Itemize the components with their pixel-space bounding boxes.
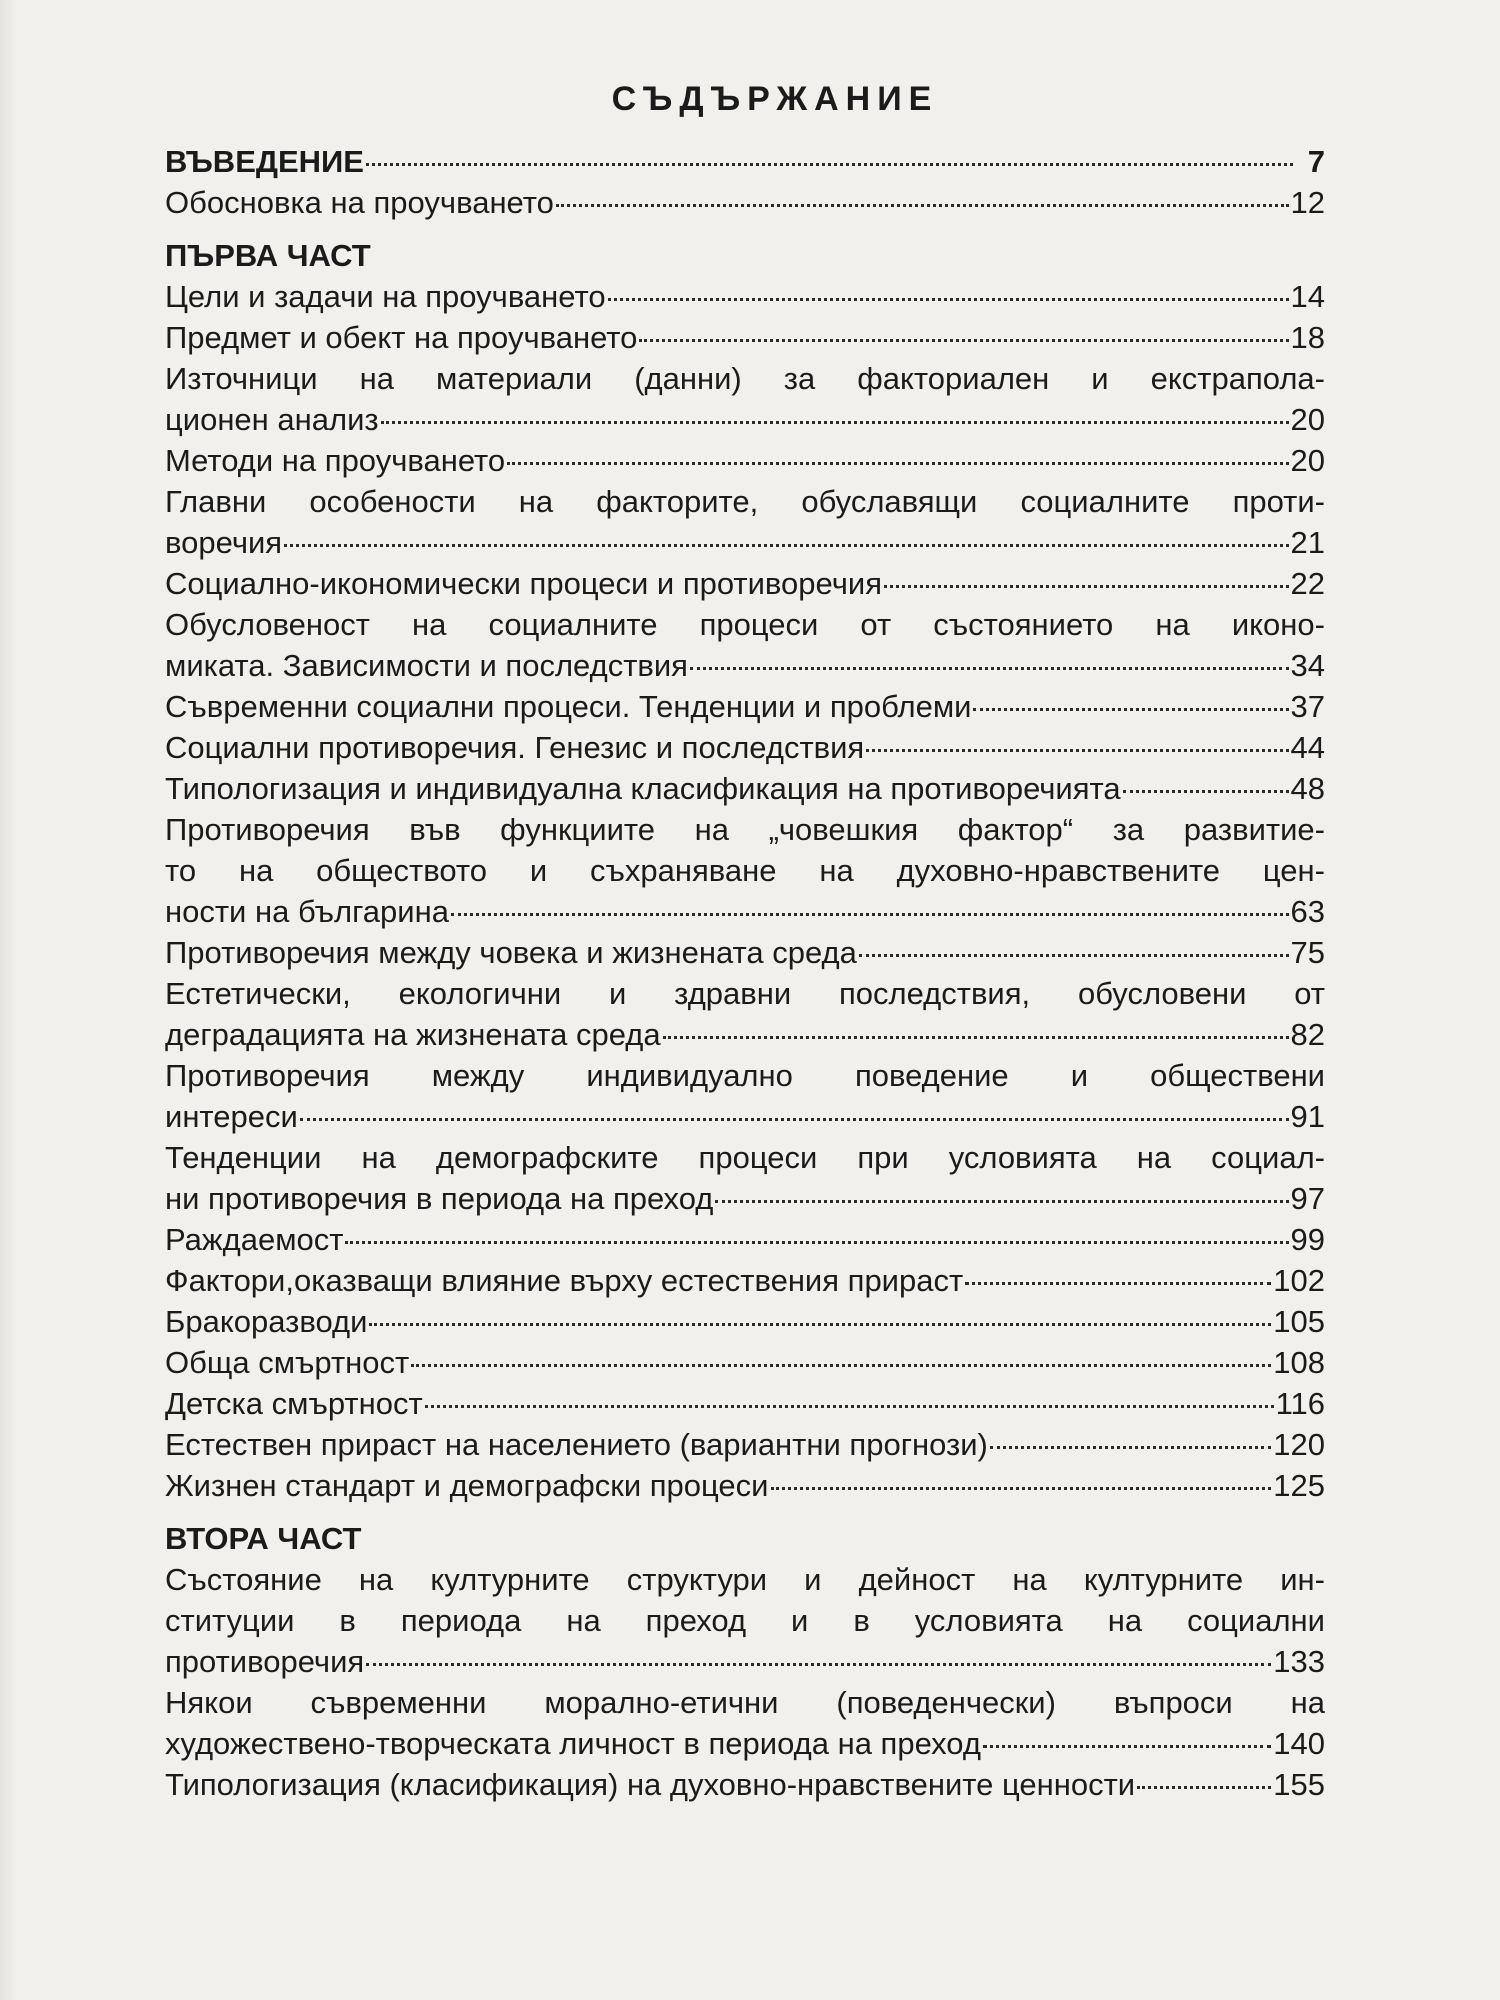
toc-entry-line: Главни особености на факторите, обуславящи социалните проти- xyxy=(165,484,1325,519)
toc-entry-title: ВЪВЕДЕНИЕ xyxy=(165,144,364,179)
page-number: 99 xyxy=(1290,1222,1325,1257)
toc-entry-title: Предмет и обект на проучването xyxy=(165,320,638,355)
dot-leader xyxy=(884,585,1289,588)
show-through-text xyxy=(1355,80,1495,1480)
toc-entry xyxy=(165,686,1325,727)
toc-entry-row xyxy=(165,891,1325,932)
dot-leader xyxy=(451,913,1289,916)
section-heading-entry xyxy=(165,141,1325,182)
page-number: 12 xyxy=(1290,185,1325,220)
page-number: 125 xyxy=(1273,1468,1325,1503)
toc-entry-line: то на обществото и съхраняване на духовно-нравствените цен- xyxy=(165,853,1325,888)
toc-entry-title: Противоречия между човека и жизнената среда xyxy=(165,935,857,970)
dot-leader xyxy=(366,1663,1271,1666)
toc-entry-title: Типологизация и индивидуална класификация на противоречията xyxy=(165,771,1121,806)
toc-entry-row xyxy=(165,399,1325,440)
page-number: 105 xyxy=(1273,1304,1325,1339)
dot-leader xyxy=(690,667,1289,670)
toc-entry-title: Фактори,оказващи влияние върху естествения прираст xyxy=(165,1263,964,1298)
toc-entry-title: деградацията на жизнената среда xyxy=(165,1017,661,1052)
page-number: 140 xyxy=(1273,1726,1325,1761)
toc-entry xyxy=(165,440,1325,481)
page-number: 7 xyxy=(1307,144,1325,179)
toc-entry-title: Жизнен стандарт и демографски процеси xyxy=(165,1468,769,1503)
toc-entry-title: Обосновка на проучването xyxy=(165,185,554,220)
toc-entry-title: Типологизация (класификация) на духовно-нравствените ценности xyxy=(165,1767,1136,1802)
dot-leader xyxy=(507,462,1288,465)
contents-page xyxy=(165,80,1325,1940)
toc-entry-title: Детска смъртност xyxy=(165,1386,423,1421)
dot-leader xyxy=(771,1487,1272,1490)
page-number: 34 xyxy=(1290,648,1325,683)
toc-entry xyxy=(165,182,1325,223)
toc-entry xyxy=(165,1260,1325,1301)
toc-entry xyxy=(165,1424,1325,1465)
page-number: 97 xyxy=(1290,1181,1325,1216)
dot-leader xyxy=(381,421,1289,424)
page-number: 120 xyxy=(1273,1427,1325,1462)
toc-entry-title: Раждаемост xyxy=(165,1222,344,1257)
toc-entry xyxy=(165,1055,1325,1137)
toc-entry-row xyxy=(165,1096,1325,1137)
toc-entry xyxy=(165,1137,1325,1219)
dot-leader xyxy=(1123,790,1289,793)
dot-leader xyxy=(284,544,1288,547)
page-title: СЪДЪРЖАНИЕ xyxy=(611,80,939,118)
toc-entry-line: Естетически, екологични и здравни последствия, обусловени от xyxy=(165,976,1325,1011)
toc-entry-row xyxy=(165,522,1325,563)
toc-entry-row xyxy=(165,141,1325,182)
toc-entry xyxy=(165,276,1325,317)
dot-leader xyxy=(608,298,1289,301)
toc-entry-row xyxy=(165,440,1325,481)
toc-entry-title: Естествен прираст на населението (вариантни прогнози) xyxy=(165,1427,988,1462)
dot-leader xyxy=(663,1036,1289,1039)
dot-leader xyxy=(990,1446,1271,1449)
toc-entry-line: Тенденции на демографските процеси при условията на социал- xyxy=(165,1140,1325,1175)
page-number: 20 xyxy=(1290,443,1325,478)
page-number: 102 xyxy=(1273,1263,1325,1298)
toc-entry xyxy=(165,317,1325,358)
toc-entry-line: Някои съвременни морално-етични (поведенчески) въпроси на xyxy=(165,1685,1325,1720)
toc-entry-line: Състояние на културните структури и дейност на културните ин- xyxy=(165,1562,1325,1597)
toc-entry-row xyxy=(165,1301,1325,1342)
dot-leader xyxy=(1137,1786,1271,1789)
toc-entry-line: Противоречия между индивидуално поведение и обществени xyxy=(165,1058,1325,1093)
toc-entry-row xyxy=(165,1219,1325,1260)
toc-entry xyxy=(165,1559,1325,1682)
toc-entry xyxy=(165,1465,1325,1506)
toc-entry-row xyxy=(165,1178,1325,1219)
page-number: 91 xyxy=(1290,1099,1325,1134)
toc-entry-row xyxy=(165,1465,1325,1506)
toc-entry-title: Социално-икономически процеси и противоречия xyxy=(165,566,882,601)
dot-leader xyxy=(859,954,1289,957)
toc-entry-row xyxy=(165,1260,1325,1301)
toc-entry xyxy=(165,768,1325,809)
dot-leader xyxy=(300,1118,1289,1121)
toc-entry-row xyxy=(165,1014,1325,1055)
page-number: 18 xyxy=(1290,320,1325,355)
toc-entry-title: противоречия xyxy=(165,1644,365,1679)
toc-entry xyxy=(165,1764,1325,1805)
dot-leader xyxy=(425,1405,1274,1408)
dot-leader xyxy=(715,1200,1288,1203)
toc-entry-title: Бракоразводи xyxy=(165,1304,368,1339)
dot-leader xyxy=(369,1323,1271,1326)
page-number: 133 xyxy=(1273,1644,1325,1679)
toc-entry-row xyxy=(165,1641,1325,1682)
page-number: 22 xyxy=(1290,566,1325,601)
toc-entry-title: Методи на проучването xyxy=(165,443,506,478)
table-of-contents xyxy=(165,141,1325,1805)
page-number: 63 xyxy=(1290,894,1325,929)
page-number: 44 xyxy=(1290,730,1325,765)
toc-entry-row xyxy=(165,686,1325,727)
toc-entry xyxy=(165,1342,1325,1383)
toc-entry-row xyxy=(165,317,1325,358)
toc-entry-title: воречия xyxy=(165,525,283,560)
toc-entry-line: ституции в периода на преход и в условията на социални xyxy=(165,1603,1325,1638)
toc-entry-title: Цели и задачи на проучването xyxy=(165,279,606,314)
toc-entry-row xyxy=(165,1764,1325,1805)
toc-entry xyxy=(165,932,1325,973)
toc-entry-title: ни противоречия в периода на преход xyxy=(165,1181,714,1216)
toc-entry-row xyxy=(165,563,1325,604)
section-heading: ВТОРА ЧАСТ xyxy=(165,1521,362,1556)
toc-entry-row xyxy=(165,1383,1325,1424)
page-number: 116 xyxy=(1275,1386,1325,1421)
page-number: 20 xyxy=(1290,402,1325,437)
dot-leader xyxy=(983,1745,1271,1748)
dot-leader xyxy=(411,1364,1271,1367)
toc-entry-row xyxy=(165,1342,1325,1383)
dot-leader xyxy=(973,708,1288,711)
dot-leader xyxy=(639,339,1288,342)
page-number: 75 xyxy=(1290,935,1325,970)
page-number: 37 xyxy=(1290,689,1325,724)
toc-entry-line: Обусловеност на социалните процеси от състоянието на иконо- xyxy=(165,607,1325,642)
dot-leader xyxy=(556,204,1289,207)
toc-entry-title: ционен анализ xyxy=(165,402,379,437)
page-number: 48 xyxy=(1290,771,1325,806)
toc-entry-row xyxy=(165,1723,1325,1764)
toc-entry-line: Противоречия във функциите на „човешкия фактор“ за развитие- xyxy=(165,812,1325,847)
toc-entry-row xyxy=(165,932,1325,973)
toc-entry-title: миката. Зависимости и последствия xyxy=(165,648,688,683)
toc-entry-title: Съвременни социални процеси. Тенденции и проблеми xyxy=(165,689,972,724)
page-number: 155 xyxy=(1273,1767,1325,1802)
dot-leader xyxy=(965,1282,1271,1285)
toc-entry xyxy=(165,1383,1325,1424)
toc-entry xyxy=(165,727,1325,768)
page-number: 14 xyxy=(1290,279,1325,314)
toc-entry xyxy=(165,1219,1325,1260)
toc-entry xyxy=(165,1682,1325,1764)
toc-entry-row xyxy=(165,727,1325,768)
toc-entry xyxy=(165,809,1325,932)
page-number: 82 xyxy=(1290,1017,1325,1052)
toc-entry-row xyxy=(165,182,1325,223)
toc-entry xyxy=(165,358,1325,440)
toc-entry xyxy=(165,1301,1325,1342)
dot-leader xyxy=(866,749,1288,752)
section-heading: ПЪРВА ЧАСТ xyxy=(165,238,371,273)
toc-entry-row xyxy=(165,1424,1325,1465)
toc-entry xyxy=(165,481,1325,563)
toc-entry xyxy=(165,973,1325,1055)
toc-entry-title: ности на българина xyxy=(165,894,449,929)
toc-entry-row xyxy=(165,768,1325,809)
toc-entry-title: Социални противоречия. Генезис и последствия xyxy=(165,730,865,765)
toc-entry-row xyxy=(165,276,1325,317)
dot-leader xyxy=(366,163,1293,166)
toc-entry xyxy=(165,604,1325,686)
toc-entry-line: Източници на материали (данни) за факториален и екстрапола- xyxy=(165,361,1325,396)
toc-entry-title: интереси xyxy=(165,1099,298,1134)
dot-leader xyxy=(345,1241,1288,1244)
toc-entry-title: художествено-творческата личност в периода на преход xyxy=(165,1726,981,1761)
toc-entry xyxy=(165,563,1325,604)
page-number: 21 xyxy=(1290,525,1325,560)
page-number: 108 xyxy=(1273,1345,1325,1380)
toc-entry-row xyxy=(165,645,1325,686)
toc-entry-title: Обща смъртност xyxy=(165,1345,410,1380)
page-edge xyxy=(0,0,18,2000)
